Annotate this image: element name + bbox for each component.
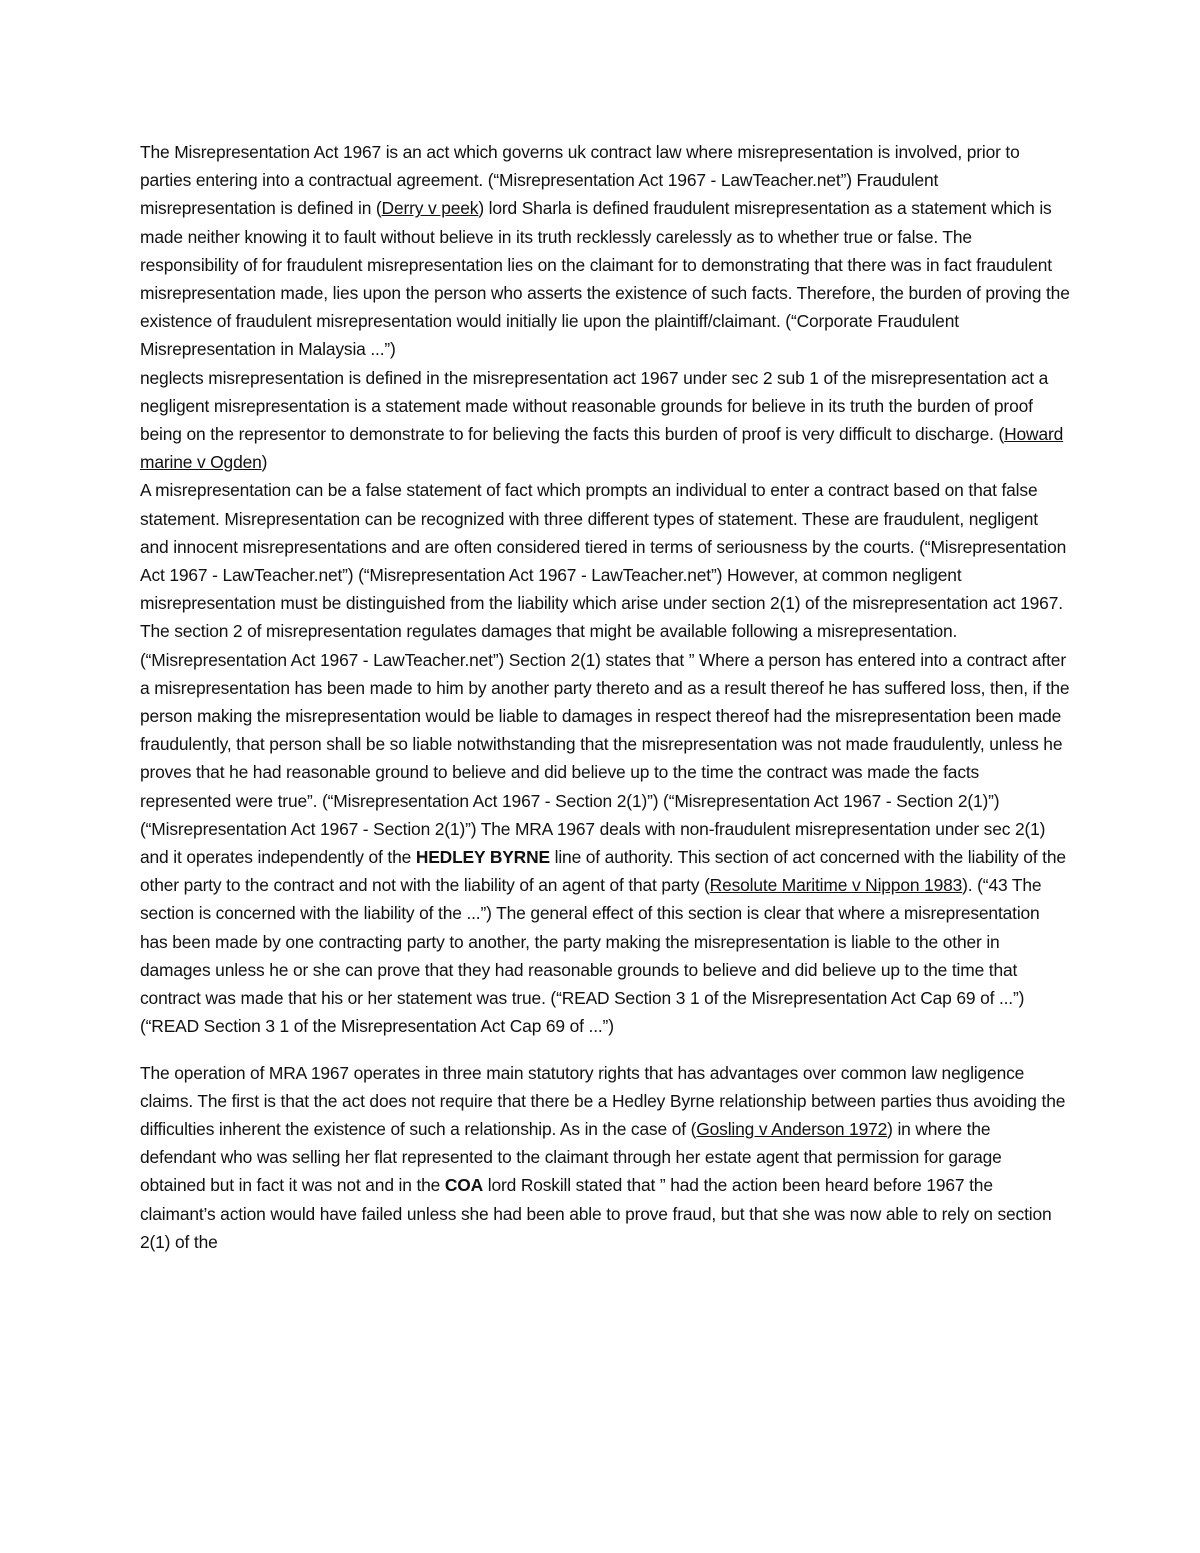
text-run: ) [261, 452, 268, 473]
case-citation-derry-v-peek: Derry v peek [381, 198, 479, 219]
bold-term-coa: COA [444, 1175, 484, 1196]
text-run: A misrepresentation can be a false statement of fact which prompts an individual to enter a contract based on that false statement. Misrepresentation can be recognized with three different types of statement. These are fraudulent, negligent and innocent misrepresentations and are often considered tiered in terms of seriousness by the courts. (“Misrepresentation Act 1967 - LawTeacher.net”) (“Misrepresentation Act 1967 - LawTeacher.net”) However, at common negligent misrepresentation must be distinguished from the liability which arise under section 2(1) of the misrepresentation act 1967. The section 2 of misrepresentation regulates damages that might be available following a misrepresentation. (“Misrepresentation Act 1967 - LawTeacher.net”) Section 2(1) states that ” Where a person has entered into a contract after a misrepresentation has been made to him by another party thereto and as a result thereof he has suffered loss, then, if the person making the misrepresentation would be liable to damages in respect thereof had the misrepresentation been made fraudulently, that person shall be so liable notwithstanding that the misrepresentation was not made fraudulently, unless he proves that he had reasonable ground to believe and did believe up to the time the contract was made the facts represented were true”. (“Misrepresentation Act 1967 - Section 2(1)”) (“Misrepresentation Act 1967 - Section 2(1)”) (“Misrepresentation Act 1967 - Section 2(1)”) The MRA 1967 deals with non-fraudulent misrepresentation under sec 2(1) and it operates independently of the [140, 480, 1070, 868]
text-run: line of authority. This section of act concerned with the liability of the other party to the contract and not with the liability of an agent of that party ( [140, 847, 1066, 896]
paragraph-mra-operation [140, 1059, 1070, 1256]
document-page [140, 138, 1070, 1256]
paragraph-fraudulent-misrepresentation [140, 138, 1070, 364]
text-run: ) lord Sharla is defined fraudulent misrepresentation as a statement which is made neither knowing it to fault without believe in its truth recklessly carelessly as to whether true or false. The responsibility of for fraudulent misrepresentation lies on the claimant for to demonstrating that there was in fact fraudulent misrepresentation made, lies upon the person who asserts the existence of such facts. Therefore, the burden of proving the existence of fraudulent misrepresentation would initially lie upon the plaintiff/claimant. (“Corporate Fraudulent Misrepresentation in Malaysia ...”) [140, 198, 1070, 360]
text-run: neglects misrepresentation is defined in the misrepresentation act 1967 under sec 2 sub 1 of the misrepresentation act a negligent misrepresentation is a statement made without reasonable grounds for believe in its truth the burden of proof being on the representor to demonstrate to for believing the facts this burden of proof is very difficult to discharge. ( [140, 367, 1049, 445]
paragraph-gap [140, 1041, 1070, 1059]
paragraph-misrepresentation-types [140, 476, 1070, 1040]
bold-term-hedley-byrne: HEDLEY BYRNE [415, 847, 550, 868]
text-run: ). (“43 The section is concerned with the liability of the ...”) The general effect of this section is clear that where a misrepresentation has been made by one contracting party to another, the party making the misrepresentation is liable to the other in damages unless he or she can prove that they had reasonable grounds to believe and did believe up to the time that contract was made that his or her statement was true. (“READ Section 3 1 of the Misrepresentation Act Cap 69 of ...”) (“READ Section 3 1 of the Misrepresentation Act Cap 69 of ...”) [140, 875, 1042, 1037]
case-citation-resolute-maritime: Resolute Maritime v Nippon 1983 [709, 875, 963, 896]
text-run: The Misrepresentation Act 1967 is an act which governs uk contract law where misrepresentation is involved, prior to parties entering into a contractual agreement. (“Misrepresentation Act 1967 - LawTeacher.net”) Fraudulent misrepresentation is defined in ( [140, 142, 1020, 219]
case-citation-howard-marine-v-ogden: Howard marine v Ogden [140, 424, 1064, 473]
text-run: ) in where the defendant who was selling her flat represented to the claimant through her estate agent that permission for garage obtained but in fact it was not and in the [140, 1118, 1002, 1196]
case-citation-gosling-v-anderson: Gosling v Anderson 1972 [696, 1118, 888, 1139]
paragraph-negligent-misrepresentation [140, 364, 1070, 477]
text-run: lord Roskill stated that ” had the action been heard before 1967 the claimant’s action would have failed unless she had been able to prove fraud, but that she was now able to rely on section 2(1) of the [140, 1175, 1052, 1252]
text-run: The operation of MRA 1967 operates in three main statutory rights that has advantages over common law negligence claims. The first is that the act does not require that there be a Hedley Byrne relationship between parties thus avoiding the difficulties inherent the existence of such a relationship. As in the case of ( [140, 1062, 1066, 1139]
